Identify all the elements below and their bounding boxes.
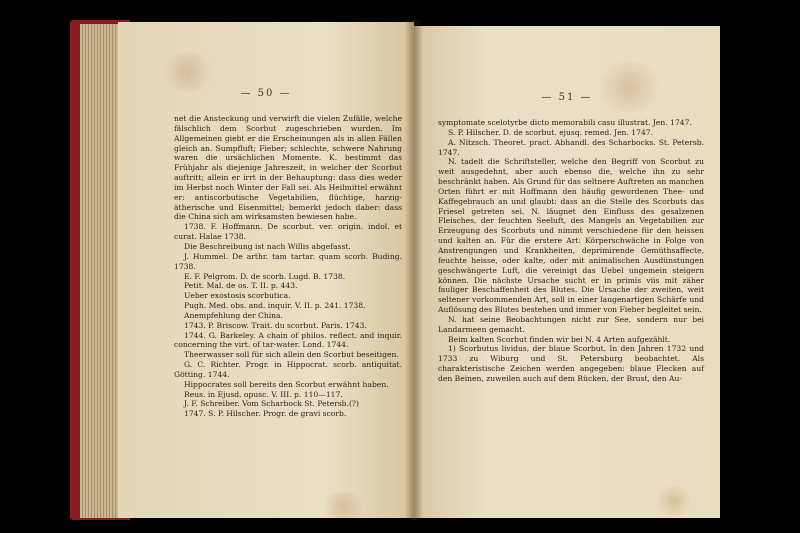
text-paragraph: Theerwasser soll für sich allein den Scorbut beseitigen.	[184, 350, 399, 360]
page-number-right: — 51 —	[541, 92, 593, 103]
text-paragraph: E. F. Pelgrom. D. de scorb. Lugd. B. 1738.	[184, 271, 346, 281]
text-paragraph: N. tadelt die Schriftsteller, welche den Begriff von Scorbut zu weit ausgedehnt, aber auch ebenso die, welche ihn zu sehr beschränkt haben. Als Grund für das seltnere Auftreten an manchen Orten führt er mit Hoffmann den häufig gewordenen Thee- und Kaffegebrauch an und glaubt: dass an die Stelle des Scorbuts das Friesel getreten sei. N. läugnet den Einfluss des gesalzenen Fleisches, der feuchten Seeluft, des Mangels an Vegetabilien zur Erzeugung des Scorbuts und nimmt verschiedene für den heissen und kalten an. Für die erstere Art: Körperschwäche in Folge von Anstrengungen und Krankheiten, deprimirende Gemüthsaffecte, feuchte heisse, oder kalte, oder mit animalischen Ausdünstungen geschwängerte Luft, die vereinigt das Uebel ungemein steigern können. Die nächste Ursache sucht er in primis viis mit zäher fauliger Beschaffenheit des Blutes. Die Ursache der zweiten, weit seltener vorkommenden Art, soll in einer laugenartigen Schärfe und Auflösung des Blutes bestehen und immer von Fieber begleitet sein.	[438, 157, 704, 315]
right-page	[414, 26, 720, 518]
page-number-left: — 50 —	[240, 88, 292, 99]
text-paragraph: G. C. Richter. Progr. in Hippocrat. scorb. antiquitat. Götting. 1744.	[174, 360, 402, 379]
text-paragraph: symptomate scelotyrbe dicto memorabili casu illustrat. Jen. 1747.	[438, 118, 692, 127]
text-paragraph: 1738. F. Hoffmann. De scorbut. ver. origin. indol. et curat. Halae 1738.	[174, 222, 402, 242]
text-paragraph: Hippocrates soll bereits den Scorbut erwähnt haben.	[184, 379, 389, 389]
foxing-stain	[318, 492, 368, 518]
left-page	[118, 22, 414, 518]
text-paragraph: 1743. P. Briscow. Trait. du scorbut. Paris. 1743.	[184, 320, 367, 330]
right-page-text	[438, 118, 704, 384]
text-paragraph: J. Hummel. De arthr. tam tartar. quam scorb. Buding. 1738.	[174, 251, 402, 271]
text-paragraph: Beim kalten Scorbut finden wir bei N. 4 Arten aufgezählt.	[448, 334, 671, 344]
text-paragraph: net die Ansteckung und verwirft die vielen Zufälle, welche fälschlich dem Scorbut zugeschrieben wurden. Im Allgemeinen giebt er die Erscheinungen als in allen Fällen gleich an. Sumpfluft; Fieber; schlechte, schwere Nahrung waren die ursächlichen Momente. K. bestimmt das Frühjahr als diejenige Jahreszeit, in welcher der Scorbut auftritt; allein er irrt in der Behauptung: dass dies weder im Herbst noch Winter der Fall sei. Als Heilmittel erwähnt er: antiscorbutische Vegetabilien, flüchtige, harzig-ätherische und Eisenmittel; bemerkt jedoch daber: dass die China sich am wirksamsten bewiesen habe.	[174, 114, 402, 222]
text-paragraph: J. F. Schreiber. Vom Scharbock St. Petersb.(?)	[184, 399, 359, 409]
text-paragraph: Anempfehlung der China.	[184, 310, 283, 320]
text-paragraph: Reus. in Ejusd. opusc. V. III. p. 110—117.	[184, 389, 343, 399]
foxing-stain	[594, 62, 664, 112]
left-page-text	[174, 114, 402, 419]
text-paragraph: Petit. Mal. de os. T. II. p. 443.	[184, 281, 298, 291]
text-paragraph: 1744. G. Barkeley. A chain of philos. reflect. and inquir. concerning the virt. of tar-water. Lond. 1744.	[174, 330, 402, 350]
text-paragraph: N. hat seine Beobachtungen nicht zur See, sondern nur bei Landarmeen gemacht.	[438, 314, 704, 334]
text-paragraph: 1) Scorbutus lividus, der blaue Scorbut. In den Jahren 1732 und 1733 zu Wiburg und St. Petersburg beobachtet. Als charakteristische Zeichen werden angegeben: blaue Flecken auf den Beinen, zuweilen auch auf dem Rücken, der Brust, den Au-	[438, 344, 704, 383]
text-paragraph: S. P. Hilscher. D. de scorbut. ejusq. remed. Jen. 1747.	[448, 127, 654, 137]
foxing-stain	[158, 52, 218, 92]
book-gutter	[405, 20, 423, 520]
foxing-stain	[654, 486, 694, 516]
text-paragraph: Die Beschreibung ist nach Willis abgefasst.	[184, 241, 351, 251]
text-paragraph: Pugh. Med. obs. and. inquir. V. II. p. 241. 1738.	[184, 301, 366, 311]
text-paragraph: Ueber exostosis scorbutica.	[184, 291, 291, 301]
text-paragraph: 1747. S. P. Hilscher. Progr. de gravi scorb.	[184, 409, 347, 419]
text-paragraph: A. Nitzsch. Theoret. pract. Abhandl. des Scharbocks. St. Petersb. 1747.	[438, 137, 704, 157]
